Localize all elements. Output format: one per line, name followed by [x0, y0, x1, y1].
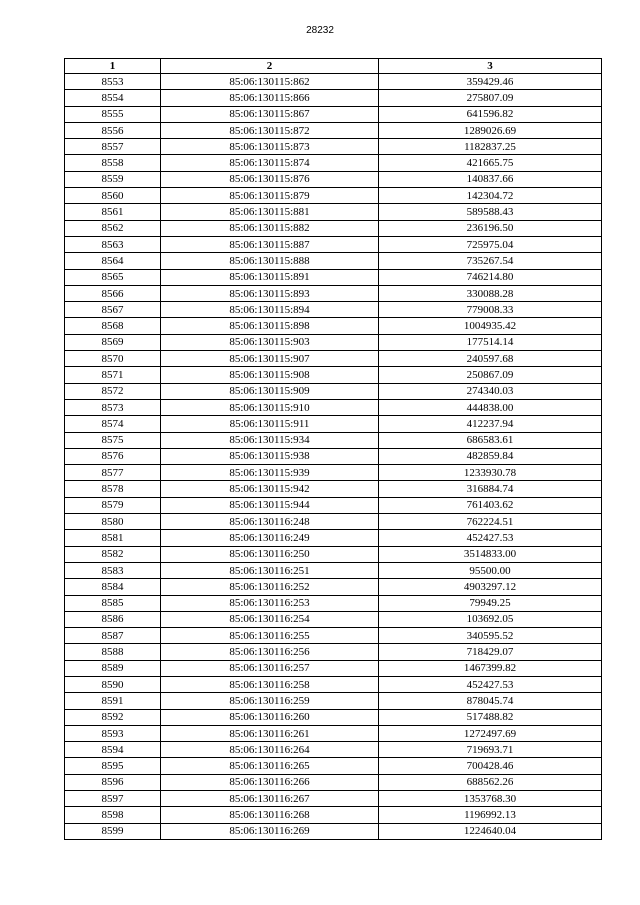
cadastral-number-cell: 85:06:130115:874	[161, 155, 379, 171]
row-number-cell: 8596	[65, 774, 161, 790]
table-row	[65, 676, 602, 692]
table-row	[65, 644, 602, 660]
table-row	[65, 90, 602, 106]
row-number-cell: 8576	[65, 448, 161, 464]
table-row	[65, 285, 602, 301]
value-cell: 330088.28	[379, 285, 602, 301]
value-cell: 1196992.13	[379, 807, 602, 823]
value-cell: 725975.04	[379, 236, 602, 252]
value-cell: 1272497.69	[379, 725, 602, 741]
cadastral-number-cell: 85:06:130115:891	[161, 269, 379, 285]
table-row	[65, 725, 602, 741]
table-row	[65, 807, 602, 823]
value-cell: 746214.80	[379, 269, 602, 285]
value-cell: 735267.54	[379, 253, 602, 269]
value-cell: 444838.00	[379, 399, 602, 415]
cadastral-number-cell: 85:06:130116:256	[161, 644, 379, 660]
row-number-cell: 8573	[65, 399, 161, 415]
table-row	[65, 171, 602, 187]
cadastral-number-cell: 85:06:130115:907	[161, 351, 379, 367]
row-number-cell: 8553	[65, 74, 161, 90]
value-cell: 359429.46	[379, 74, 602, 90]
table-row	[65, 269, 602, 285]
cadastral-number-cell: 85:06:130115:908	[161, 367, 379, 383]
table-row	[65, 546, 602, 562]
table-row	[65, 791, 602, 807]
row-number-cell: 8591	[65, 693, 161, 709]
cadastral-number-cell: 85:06:130116:252	[161, 579, 379, 595]
value-cell: 452427.53	[379, 530, 602, 546]
value-cell: 421665.75	[379, 155, 602, 171]
value-cell: 761403.62	[379, 497, 602, 513]
table-row	[65, 823, 602, 839]
row-number-cell: 8566	[65, 285, 161, 301]
value-cell: 762224.51	[379, 514, 602, 530]
value-cell: 517488.82	[379, 709, 602, 725]
cadastral-number-cell: 85:06:130116:258	[161, 676, 379, 692]
row-number-cell: 8585	[65, 595, 161, 611]
registry-table	[64, 58, 602, 840]
value-cell: 3514833.00	[379, 546, 602, 562]
row-number-cell: 8579	[65, 497, 161, 513]
value-cell: 412237.94	[379, 416, 602, 432]
cadastral-number-cell: 85:06:130115:888	[161, 253, 379, 269]
cadastral-number-cell: 85:06:130116:253	[161, 595, 379, 611]
table-row	[65, 530, 602, 546]
row-number-cell: 8554	[65, 90, 161, 106]
cadastral-number-cell: 85:06:130116:268	[161, 807, 379, 823]
column-header-1: 1	[65, 59, 161, 74]
cadastral-number-cell: 85:06:130116:269	[161, 823, 379, 839]
row-number-cell: 8568	[65, 318, 161, 334]
row-number-cell: 8567	[65, 302, 161, 318]
value-cell: 340595.52	[379, 628, 602, 644]
table-row	[65, 318, 602, 334]
cadastral-number-cell: 85:06:130115:903	[161, 334, 379, 350]
value-cell: 1467399.82	[379, 660, 602, 676]
cadastral-number-cell: 85:06:130116:261	[161, 725, 379, 741]
cadastral-number-cell: 85:06:130115:876	[161, 171, 379, 187]
row-number-cell: 8592	[65, 709, 161, 725]
cadastral-number-cell: 85:06:130115:898	[161, 318, 379, 334]
value-cell: 240597.68	[379, 351, 602, 367]
row-number-cell: 8578	[65, 481, 161, 497]
row-number-cell: 8590	[65, 676, 161, 692]
row-number-cell: 8557	[65, 139, 161, 155]
table-row	[65, 465, 602, 481]
value-cell: 103692.05	[379, 611, 602, 627]
cadastral-number-cell: 85:06:130115:942	[161, 481, 379, 497]
table-row	[65, 399, 602, 415]
table-row	[65, 628, 602, 644]
table-row	[65, 106, 602, 122]
table-row	[65, 236, 602, 252]
cadastral-number-cell: 85:06:130115:910	[161, 399, 379, 415]
row-number-cell: 8597	[65, 791, 161, 807]
table-row	[65, 611, 602, 627]
row-number-cell: 8574	[65, 416, 161, 432]
header-row	[65, 59, 602, 74]
value-cell: 274340.03	[379, 383, 602, 399]
row-number-cell: 8563	[65, 236, 161, 252]
table-body	[65, 74, 602, 840]
table-row	[65, 155, 602, 171]
value-cell: 688562.26	[379, 774, 602, 790]
row-number-cell: 8595	[65, 758, 161, 774]
table-row	[65, 562, 602, 578]
cadastral-number-cell: 85:06:130116:259	[161, 693, 379, 709]
cadastral-number-cell: 85:06:130115:879	[161, 188, 379, 204]
row-number-cell: 8589	[65, 660, 161, 676]
cadastral-number-cell: 85:06:130115:872	[161, 122, 379, 138]
value-cell: 700428.46	[379, 758, 602, 774]
value-cell: 140837.66	[379, 171, 602, 187]
value-cell: 878045.74	[379, 693, 602, 709]
row-number-cell: 8586	[65, 611, 161, 627]
row-number-cell: 8561	[65, 204, 161, 220]
cadastral-number-cell: 85:06:130115:866	[161, 90, 379, 106]
table-row	[65, 448, 602, 464]
table-row	[65, 579, 602, 595]
cadastral-number-cell: 85:06:130115:862	[161, 74, 379, 90]
cadastral-number-cell: 85:06:130116:254	[161, 611, 379, 627]
value-cell: 1353768.30	[379, 791, 602, 807]
table-row	[65, 416, 602, 432]
value-cell: 177514.14	[379, 334, 602, 350]
table-row	[65, 774, 602, 790]
value-cell: 79949.25	[379, 595, 602, 611]
cadastral-number-cell: 85:06:130116:249	[161, 530, 379, 546]
value-cell: 1233930.78	[379, 465, 602, 481]
cadastral-number-cell: 85:06:130116:264	[161, 742, 379, 758]
value-cell: 719693.71	[379, 742, 602, 758]
table-row	[65, 302, 602, 318]
table-row	[65, 253, 602, 269]
cadastral-number-cell: 85:06:130116:257	[161, 660, 379, 676]
row-number-cell: 8582	[65, 546, 161, 562]
table-row	[65, 709, 602, 725]
value-cell: 1004935.42	[379, 318, 602, 334]
table-row	[65, 497, 602, 513]
cadastral-number-cell: 85:06:130115:911	[161, 416, 379, 432]
table-row	[65, 432, 602, 448]
cadastral-number-cell: 85:06:130115:867	[161, 106, 379, 122]
value-cell: 641596.82	[379, 106, 602, 122]
table-row	[65, 383, 602, 399]
row-number-cell: 8598	[65, 807, 161, 823]
value-cell: 4903297.12	[379, 579, 602, 595]
value-cell: 589588.43	[379, 204, 602, 220]
cadastral-number-cell: 85:06:130115:882	[161, 220, 379, 236]
row-number-cell: 8562	[65, 220, 161, 236]
table-header	[65, 59, 602, 74]
cadastral-number-cell: 85:06:130116:255	[161, 628, 379, 644]
row-number-cell: 8599	[65, 823, 161, 839]
row-number-cell: 8558	[65, 155, 161, 171]
cadastral-number-cell: 85:06:130115:938	[161, 448, 379, 464]
row-number-cell: 8564	[65, 253, 161, 269]
cadastral-number-cell: 85:06:130115:873	[161, 139, 379, 155]
row-number-cell: 8570	[65, 351, 161, 367]
value-cell: 452427.53	[379, 676, 602, 692]
table-row	[65, 742, 602, 758]
table-row	[65, 204, 602, 220]
row-number-cell: 8556	[65, 122, 161, 138]
row-number-cell: 8583	[65, 562, 161, 578]
value-cell: 236196.50	[379, 220, 602, 236]
value-cell: 250867.09	[379, 367, 602, 383]
cadastral-number-cell: 85:06:130115:887	[161, 236, 379, 252]
cadastral-number-cell: 85:06:130116:267	[161, 791, 379, 807]
row-number-cell: 8577	[65, 465, 161, 481]
page-number: 28232	[306, 25, 334, 36]
column-header-2: 2	[161, 59, 379, 74]
cadastral-number-cell: 85:06:130116:260	[161, 709, 379, 725]
value-cell: 316884.74	[379, 481, 602, 497]
value-cell: 1224640.04	[379, 823, 602, 839]
table-row	[65, 758, 602, 774]
row-number-cell: 8571	[65, 367, 161, 383]
row-number-cell: 8588	[65, 644, 161, 660]
table-row	[65, 139, 602, 155]
cadastral-number-cell: 85:06:130116:265	[161, 758, 379, 774]
cadastral-number-cell: 85:06:130115:944	[161, 497, 379, 513]
row-number-cell: 8560	[65, 188, 161, 204]
cadastral-number-cell: 85:06:130115:893	[161, 285, 379, 301]
row-number-cell: 8593	[65, 725, 161, 741]
row-number-cell: 8581	[65, 530, 161, 546]
value-cell: 1182837.25	[379, 139, 602, 155]
table-row	[65, 74, 602, 90]
cadastral-number-cell: 85:06:130115:881	[161, 204, 379, 220]
cadastral-number-cell: 85:06:130115:939	[161, 465, 379, 481]
row-number-cell: 8584	[65, 579, 161, 595]
value-cell: 482859.84	[379, 448, 602, 464]
cadastral-number-cell: 85:06:130116:251	[161, 562, 379, 578]
table-row	[65, 481, 602, 497]
value-cell: 142304.72	[379, 188, 602, 204]
cadastral-number-cell: 85:06:130116:250	[161, 546, 379, 562]
table-row	[65, 660, 602, 676]
row-number-cell: 8575	[65, 432, 161, 448]
row-number-cell: 8565	[65, 269, 161, 285]
row-number-cell: 8572	[65, 383, 161, 399]
cadastral-number-cell: 85:06:130115:909	[161, 383, 379, 399]
row-number-cell: 8559	[65, 171, 161, 187]
column-header-3: 3	[379, 59, 602, 74]
row-number-cell: 8587	[65, 628, 161, 644]
table-row	[65, 693, 602, 709]
value-cell: 686583.61	[379, 432, 602, 448]
value-cell: 1289026.69	[379, 122, 602, 138]
cadastral-number-cell: 85:06:130115:894	[161, 302, 379, 318]
table-row	[65, 334, 602, 350]
table-row	[65, 595, 602, 611]
table-row	[65, 220, 602, 236]
value-cell: 718429.07	[379, 644, 602, 660]
cadastral-number-cell: 85:06:130116:266	[161, 774, 379, 790]
table-row	[65, 514, 602, 530]
table-row	[65, 367, 602, 383]
table-row	[65, 122, 602, 138]
value-cell: 275807.09	[379, 90, 602, 106]
row-number-cell: 8580	[65, 514, 161, 530]
row-number-cell: 8594	[65, 742, 161, 758]
row-number-cell: 8555	[65, 106, 161, 122]
row-number-cell: 8569	[65, 334, 161, 350]
value-cell: 95500.00	[379, 562, 602, 578]
cadastral-number-cell: 85:06:130116:248	[161, 514, 379, 530]
value-cell: 779008.33	[379, 302, 602, 318]
table-row	[65, 188, 602, 204]
table-row	[65, 351, 602, 367]
cadastral-number-cell: 85:06:130115:934	[161, 432, 379, 448]
